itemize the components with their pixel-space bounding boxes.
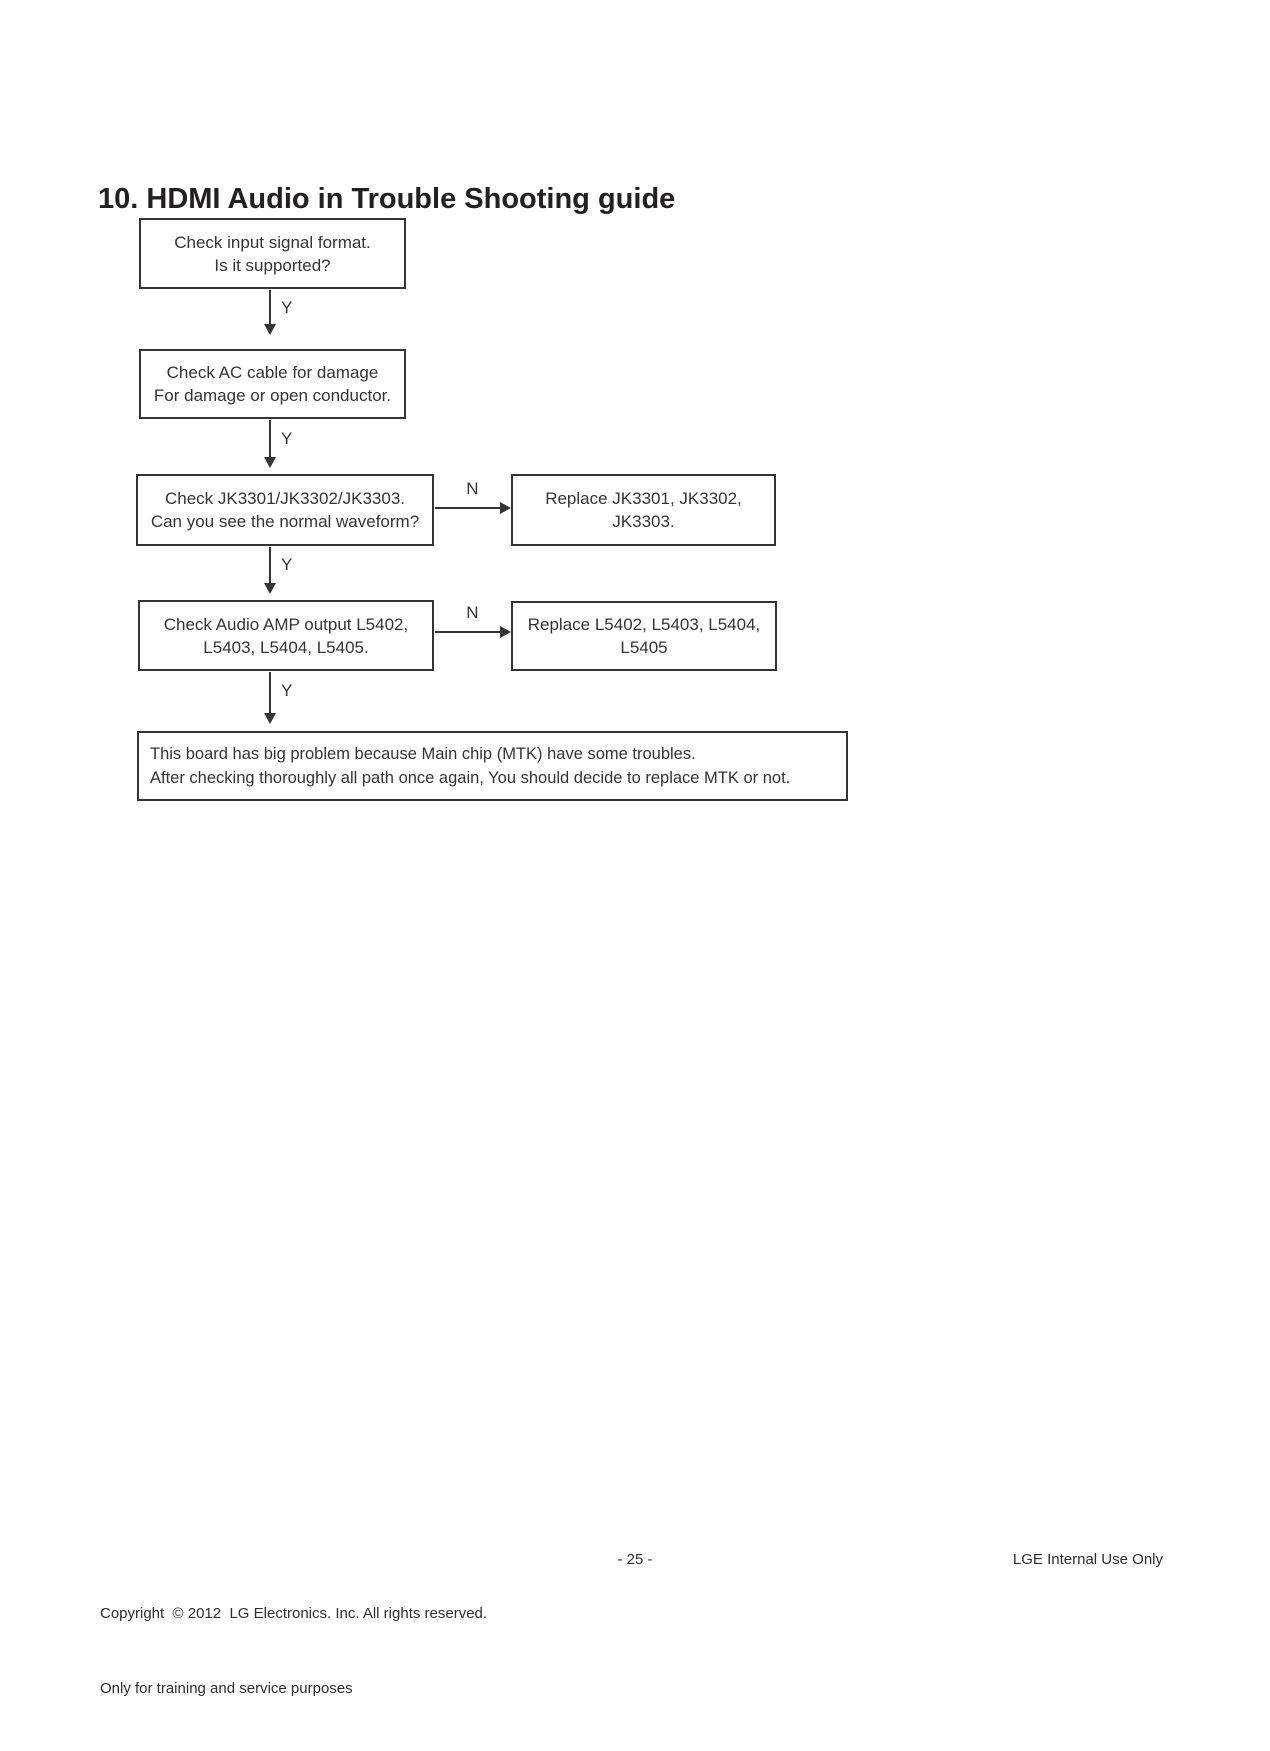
flow-node-check-connectors	[136, 474, 434, 546]
flow-node-replace-amp	[511, 601, 777, 671]
arrow-shaft	[269, 547, 271, 584]
flow-node-text: For damage or open conductor.	[153, 386, 392, 405]
yes-label: Y	[281, 298, 293, 318]
flow-node-check-amp	[138, 600, 434, 671]
flow-node-text: Replace JK3301, JK3302,	[545, 489, 742, 508]
flow-node-replace-connectors	[511, 474, 776, 546]
page-number: - 25 -	[617, 1551, 653, 1568]
arrow-right-icon	[500, 502, 511, 514]
arrow-shaft	[269, 672, 271, 714]
flow-node-text: L5403, L5404, L5405.	[203, 637, 369, 657]
arrow-down-icon	[264, 324, 276, 335]
flow-node-text: Check Audio AMP output L5402,	[163, 614, 409, 634]
flow-arrow-right-2	[435, 603, 511, 638]
flow-node-text: Check JK3301/JK3302/JK3303.	[164, 489, 406, 508]
flow-arrow-down-4	[264, 672, 293, 724]
confidential-note: LGE Internal Use Only	[1012, 1551, 1163, 1568]
flow-node-check-cable	[139, 349, 406, 419]
flow-node-conclusion	[137, 731, 848, 801]
no-label: N	[466, 479, 479, 498]
copyright-line-2: Only for training and service purposes	[100, 1680, 353, 1697]
yes-label: Y	[281, 681, 293, 701]
flow-arrow-down-2	[264, 420, 293, 468]
flow-arrow-down-1	[264, 290, 293, 335]
flow-arrow-down-3	[264, 547, 293, 594]
arrow-right-icon	[500, 626, 511, 638]
page-title: 10. HDMI Audio in Trouble Shooting guide	[98, 183, 676, 216]
arrow-shaft	[435, 507, 501, 509]
flow-node-text: Check AC cable for damage	[166, 363, 379, 382]
flow-arrow-right-1	[435, 479, 511, 514]
yes-label: Y	[281, 555, 293, 575]
flow-node-check-signal	[139, 218, 406, 289]
arrow-shaft	[435, 631, 501, 633]
flow-node-text: L5405	[620, 638, 668, 657]
flow-node-text: Is it supported?	[214, 255, 331, 275]
arrow-down-icon	[264, 583, 276, 594]
flow-node-text: Check input signal format.	[174, 232, 371, 252]
arrow-shaft	[269, 290, 271, 325]
no-label: N	[466, 603, 479, 622]
arrow-down-icon	[264, 713, 276, 724]
flow-node-text: Can you see the normal waveform?	[150, 512, 420, 531]
flow-node-text: After checking thoroughly all path once again, You should decide to replace MTK or not.	[150, 769, 791, 787]
copyright-line-1: Copyright © 2012 LG Electronics. Inc. All rights reserved.	[100, 1605, 488, 1622]
flow-node-text: JK3303.	[612, 512, 675, 531]
flow-node-text: This board has big problem because Main chip (MTK) have some troubles.	[150, 745, 696, 763]
copyright-block	[100, 1551, 487, 1751]
flow-node-text: Replace L5402, L5403, L5404,	[527, 615, 761, 634]
yes-label: Y	[281, 428, 293, 448]
arrow-shaft	[269, 420, 271, 458]
arrow-down-icon	[264, 457, 276, 468]
